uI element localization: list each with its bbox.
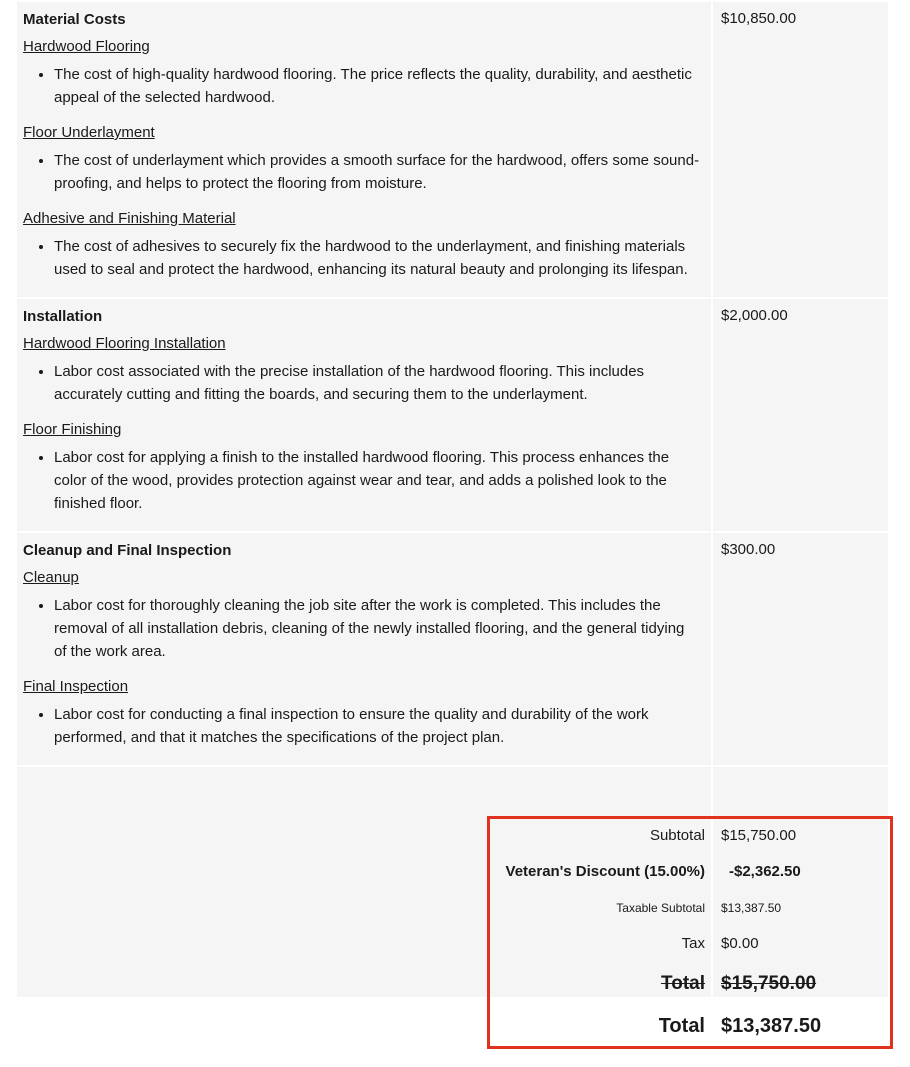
- section-amount: $10,850.00: [713, 2, 888, 297]
- item-title: Adhesive and Finishing Material: [23, 210, 236, 227]
- taxable-subtotal-value: $13,387.50: [721, 901, 782, 915]
- item-description: • Labor cost for applying a finish to the installed hardwood flooring. This process enhances the color of the wood, provides protection against wear and tear, and adds a polished look to the finished floor.: [54, 446, 705, 515]
- item-title: Final Inspection: [23, 678, 129, 695]
- tax-value: $0.00: [721, 934, 759, 952]
- section-row-installation: [17, 299, 894, 531]
- item-description: • Labor cost for conducting a final inspection to ensure the quality and durability of the work performed, and that it matches the specifications of the project plan.: [54, 703, 705, 749]
- item-title: Floor Finishing: [23, 421, 122, 438]
- item-title: Floor Underlayment: [23, 124, 155, 141]
- original-total-value: $15,750.00: [721, 973, 817, 994]
- section-row-material-costs: [17, 2, 894, 297]
- original-total-label: Total: [661, 973, 705, 994]
- item-description-list: [23, 446, 705, 515]
- item-description: • The cost of adhesives to securely fix the hardwood to the underlayment, and finishing materials used to seal and protect the hardwood, enhancing its natural beauty and prolonging its lifespan.: [54, 235, 705, 281]
- taxable-subtotal-label: Taxable Subtotal: [616, 901, 705, 915]
- section-title: Cleanup and Final Inspection: [23, 542, 232, 559]
- section-row-cleanup: [17, 533, 894, 765]
- discount-value: -$2,362.50: [729, 862, 801, 880]
- item-title: Hardwood Flooring: [23, 38, 150, 55]
- subtotal-label: Subtotal: [649, 826, 705, 844]
- item-description: • The cost of underlayment which provides a smooth surface for the hardwood, offers some sound-proofing, and helps to protect the flooring from moisture.: [54, 149, 705, 195]
- total-value: $13,387.50: [721, 1014, 822, 1037]
- item-description-list: [23, 594, 705, 663]
- section-amount: $300.00: [713, 533, 888, 765]
- discount-label: Veteran's Discount (15.00%): [505, 862, 705, 880]
- tax-label: Tax: [681, 934, 705, 952]
- item-description-list: [23, 63, 705, 109]
- item-description-list: [23, 149, 705, 195]
- item-title: Hardwood Flooring Installation: [23, 335, 226, 352]
- subtotal-value: $15,750.00: [721, 826, 797, 844]
- item-description: • Labor cost associated with the precise installation of the hardwood flooring. This includes accurately cutting and fitting the boards, and securing them to the underlayment.: [54, 360, 705, 406]
- item-description: • The cost of high-quality hardwood flooring. The price reflects the quality, durability, and aesthetic appeal of the selected hardwood.: [54, 63, 705, 109]
- item-description-list: [23, 235, 705, 281]
- section-title: Installation: [23, 308, 103, 325]
- section-title: Material Costs: [23, 11, 126, 28]
- section-description-cell: [17, 2, 711, 297]
- total-label: Total: [658, 1014, 705, 1037]
- item-description: • Labor cost for thoroughly cleaning the job site after the work is completed. This includes the removal of all installation debris, cleaning of the newly installed flooring, and the general tidying of the work area.: [54, 594, 705, 663]
- item-description-list: [23, 360, 705, 406]
- section-description-cell: [17, 299, 711, 531]
- section-amount: $2,000.00: [713, 299, 888, 531]
- item-description-list: [23, 703, 705, 749]
- item-title: Cleanup: [23, 569, 79, 586]
- totals-highlight-box: [487, 816, 893, 1049]
- section-description-cell: [17, 533, 711, 765]
